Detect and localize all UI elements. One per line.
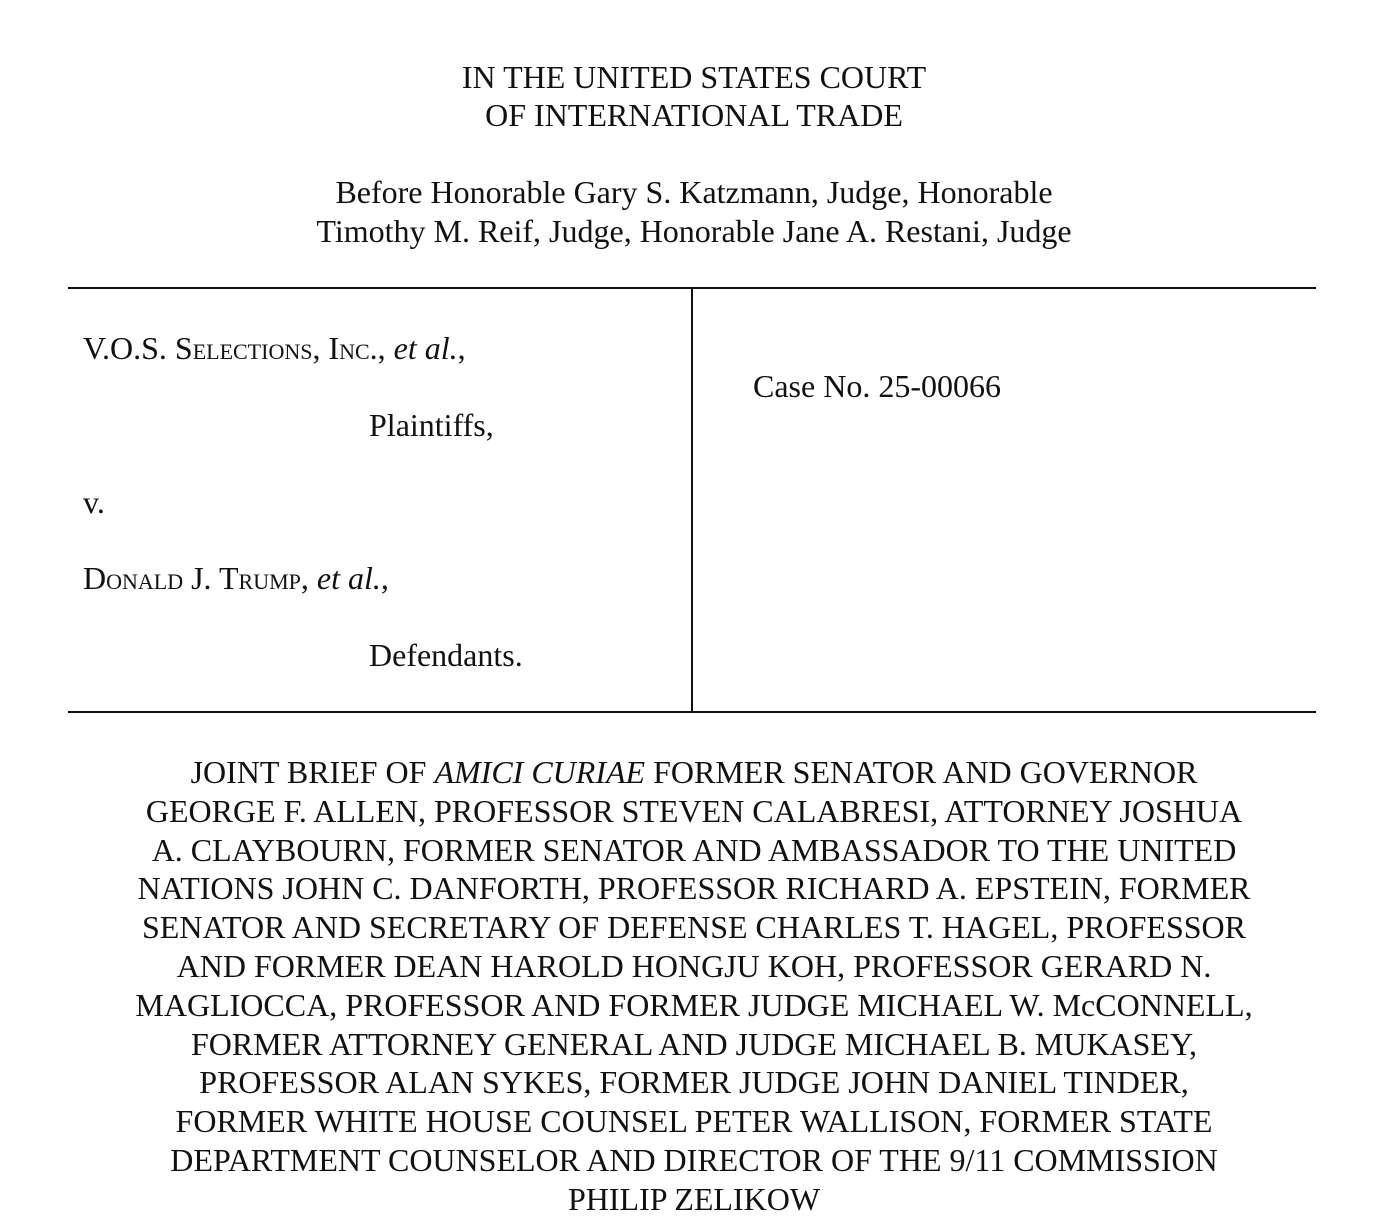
brief-title-line: SENATOR AND SECRETARY OF DEFENSE CHARLES T. HAGEL, PROFESSOR: [142, 909, 1246, 946]
versus-label: v.: [83, 484, 105, 520]
plaintiff-role: Plaintiffs,: [369, 407, 494, 443]
defendant-name: Donald J. Trump, et al.,: [83, 560, 389, 596]
caption-bottom-rule: [68, 711, 1316, 713]
brief-title-line: MAGLIOCCA, PROFESSOR AND FORMER JUDGE MICHAEL W. McCONNELL,: [135, 986, 1253, 1023]
brief-title-line: NATIONS JOHN C. DANFORTH, PROFESSOR RICHARD A. EPSTEIN, FORMER: [137, 870, 1251, 907]
brief-title-line: PROFESSOR ALAN SYKES, FORMER JUDGE JOHN DANIEL TINDER,: [199, 1064, 1189, 1101]
judges-panel: [0, 173, 1388, 251]
case-number: Case No. 25-00066: [753, 368, 1001, 404]
court-heading-line: OF INTERNATIONAL TRADE: [485, 97, 903, 133]
brief-title-line: [60, 753, 1328, 792]
brief-title-line: A. CLAYBOURN, FORMER SENATOR AND AMBASSADOR TO THE UNITED: [151, 831, 1237, 868]
plaintiff-name: V.O.S. Selections, Inc., et al.,: [83, 330, 466, 366]
brief-title-prefix: JOINT BRIEF OF: [190, 754, 435, 790]
judges-line: Before Honorable Gary S. Katzmann, Judge, Honorable: [335, 174, 1053, 210]
brief-title-line: FORMER ATTORNEY GENERAL AND JUDGE MICHAEL B. MUKASEY,: [191, 1025, 1197, 1062]
caption-divider: [691, 288, 693, 712]
brief-title-line: PHILIP ZELIKOW: [567, 1180, 821, 1217]
defendant-role: Defendants.: [369, 637, 523, 673]
brief-title-line: FORMER WHITE HOUSE COUNSEL PETER WALLISON, FORMER STATE: [175, 1103, 1213, 1140]
court-heading-line: IN THE UNITED STATES COURT: [461, 59, 927, 95]
brief-title-line-text: FORMER SENATOR AND GOVERNOR: [645, 754, 1198, 790]
court-heading: [0, 58, 1388, 134]
judges-line: Timothy M. Reif, Judge, Honorable Jane A. Restani, Judge: [316, 213, 1072, 249]
defendant-name-text: Donald J. Trump: [83, 560, 301, 596]
plaintiff-name-text: V.O.S. Selections, Inc.: [83, 330, 378, 366]
brief-title-line: GEORGE F. ALLEN, PROFESSOR STEVEN CALABRESI, ATTORNEY JOSHUA: [145, 792, 1243, 829]
defendant-et-al: et al.: [316, 560, 381, 596]
brief-title-line: DEPARTMENT COUNSELOR AND DIRECTOR OF THE 9/11 COMMISSION: [170, 1141, 1218, 1178]
amici-curiae-text: AMICI CURIAE: [434, 754, 646, 790]
brief-title-line: AND FORMER DEAN HAROLD HONGJU KOH, PROFESSOR GERARD N.: [176, 947, 1212, 984]
plaintiff-et-al: et al.: [393, 330, 458, 366]
brief-title: [60, 753, 1328, 1219]
